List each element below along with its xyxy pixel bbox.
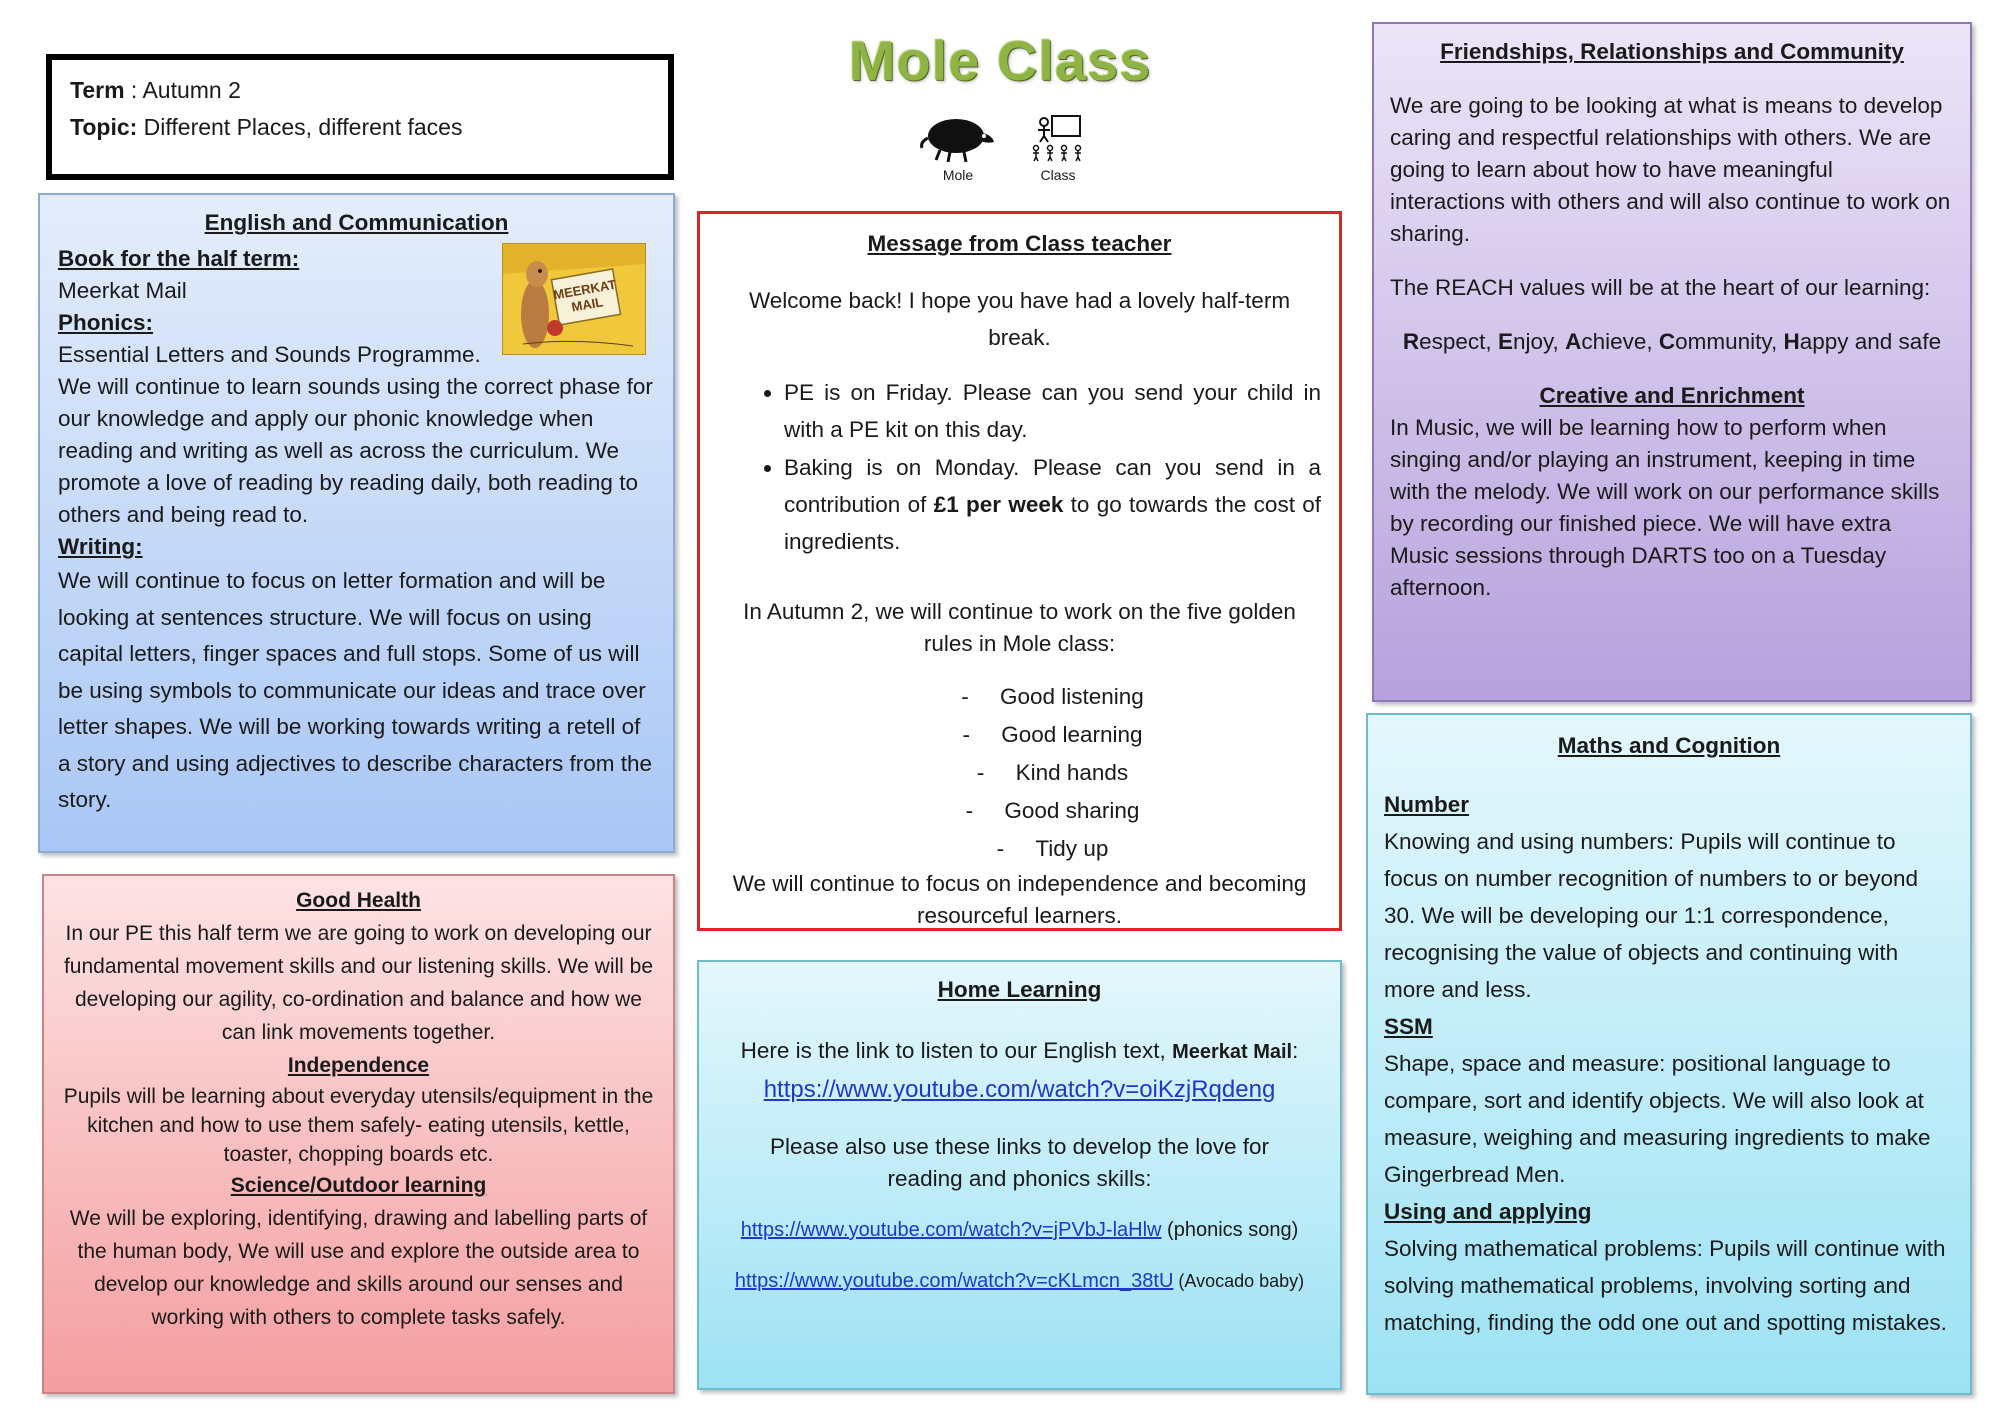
creative-body: In Music, we will be learning how to perform when singing and/or playing an instrument, keeping in time with the melody. We will work on our performance skills by recording our finished piece. We will have extra Music sessions through DARTS too on a Tuesday afternoon. [1390, 415, 1940, 600]
page-title: Mole Class [848, 29, 1152, 92]
baking-text: Baking is on Monday. Please can you send in a contribution of [784, 455, 1321, 517]
avocado-baby-line: https://www.youtube.com/watch?v=cKLmcn_38tU (Avocado baby) [734, 1270, 1305, 1292]
rule-item: - Kind hands [976, 760, 1129, 785]
book-heading: Book for the half term: [58, 246, 300, 271]
book-name: Meerkat Mail [1172, 1041, 1293, 1063]
topic-line [70, 109, 650, 146]
book-cover-text: MEERKAT MAIL [552, 276, 618, 315]
book-title: Meerkat Mail [58, 278, 187, 303]
number-body: Knowing and using numbers: Pupils will continue to focus on number recognition of numbers to or beyond 30. We will be developing our 1:1 correspondence, recognising the value of objects and continuing with more and less. [1384, 829, 1919, 1002]
phonics-body: We will continue to learn sounds using the correct phase for our knowledge and apply our phonic knowledge when reading and writing as well as across the curriculum. We promote a love of reading by reading daily, both reading to others and being read to. [58, 374, 653, 527]
applying-heading: Using and applying [1384, 1199, 1592, 1224]
meerkat-mail-link[interactable]: https://www.youtube.com/watch?v=oiKzjRqdeng [763, 1076, 1276, 1103]
maths-heading: Maths and Cognition [1557, 733, 1781, 758]
home-intro: Here is the link to listen to our English text, Meerkat Mail: https://www.youtube.com/watch?v=oiKzjRqdeng [740, 1038, 1299, 1103]
message-heading: Message from Class teacher [867, 231, 1172, 256]
phonics-heading: Phonics: [58, 310, 154, 335]
class-label: Class [1040, 167, 1076, 183]
book-cover-image [502, 243, 646, 355]
rules-intro: In Autumn 2, we will continue to work on the five golden rules in Mole class: [743, 599, 1296, 656]
maths-panel [1366, 713, 1972, 1395]
health-body: In our PE this half term we are going to work on developing our fundamental movement skills and our listening skills. We will be developing our agility, co-ordination and balance and how we can link movements together. [63, 922, 654, 1044]
reach-intro: The REACH values will be at the heart of our learning: [1390, 275, 1931, 300]
friendships-heading: Friendships, Relationships and Community [1440, 39, 1904, 64]
baking-text-end: to go towards the cost of ingredients. [784, 492, 1322, 554]
science-heading: Science/Outdoor learning [230, 1174, 487, 1197]
notice-pe: • PE is on Friday. Please can you send your child in with a PE kit on this day. [784, 374, 1321, 448]
reach-values: Respect, Enjoy, Achieve, Community, Happy and safe [1402, 329, 1942, 354]
independence-heading: Independence [287, 1054, 430, 1077]
mole-label: Mole [942, 167, 974, 183]
term-line [70, 72, 650, 109]
baking-amount: £1 per week [933, 492, 1064, 517]
rule-item: - Good sharing [965, 798, 1140, 823]
ssm-body: Shape, space and measure: positional language to compare, sort and identify objects. We will also look at measure, weighing and measuring ingredients to make Gingerbread Men. [1384, 1051, 1931, 1187]
notice-list [718, 374, 1321, 560]
avocado-baby-link[interactable]: https://www.youtube.com/watch?v=cKLmcn_38tU [734, 1270, 1174, 1292]
independence-body: Pupils will be learning about everyday utensils/equipment in the kitchen and how to use them safely- eating utensils, kettle, toaster, chopping boards etc. [63, 1085, 654, 1166]
applying-body: Solving mathematical problems: Pupils will continue with solving mathematical problems, involving sorting and matching, finding the odd one out and spotting mistakes. [1384, 1236, 1947, 1335]
friendships-body: We are going to be looking at what is means to develop caring and respectful relationships with others. We are going to learn about how to have meaningful interactions with others and will also continue to work on sharing. [1390, 93, 1951, 246]
writing-body: We will continue to focus on letter formation and will be looking at sentences structure. We will focus on using capital letters, finger spaces and full stops. Some of us will be using symbols to communicate our ideas and trace over letter shapes. We will be working towards writing a retell of a story and using adjectives to describe characters from the story. [58, 568, 653, 812]
phonics-programme: Essential Letters and Sounds Programme. [58, 342, 481, 367]
english-heading: English and Communication [204, 210, 509, 235]
phonics-song-link[interactable]: https://www.youtube.com/watch?v=jPVbJ-laHlw [740, 1219, 1162, 1241]
creative-heading: Creative and Enrichment [1539, 383, 1805, 408]
health-heading: Good Health [296, 889, 421, 912]
home-heading: Home Learning [937, 977, 1102, 1002]
class-symbol [1030, 112, 1086, 188]
number-heading: Number [1384, 792, 1470, 817]
mole-icon [918, 108, 998, 164]
ssm-heading: SSM [1384, 1014, 1433, 1039]
closing-text: We will continue to focus on independence and becoming resourceful learners. [732, 871, 1307, 928]
good-health-panel [42, 874, 675, 1394]
rule-item: - Good listening [961, 684, 1144, 709]
welcome-text: Welcome back! I hope you have had a lovely half-term break. [748, 288, 1291, 350]
writing-heading: Writing: [58, 534, 143, 559]
notice-baking [784, 449, 1321, 560]
class-icon [1030, 112, 1086, 164]
term-label: Term [70, 77, 125, 103]
rule-item: - Good learning [962, 722, 1143, 747]
topic-label: Topic: [70, 114, 138, 140]
rule-item: - Tidy up [996, 836, 1109, 861]
topic-value: Different Places, different faces [137, 114, 463, 140]
term-topic-box [46, 54, 674, 180]
golden-rules-list [718, 678, 1321, 867]
english-panel [38, 193, 675, 853]
science-body: We will be exploring, identifying, drawing and labelling parts of the human body, We will use and explore the outside area to develop our knowledge and skills around our senses and working with others to complete tasks safely. [69, 1207, 648, 1329]
friendships-panel [1372, 22, 1972, 702]
phonics-song-line: https://www.youtube.com/watch?v=jPVbJ-laHlw (phonics song) [740, 1219, 1299, 1241]
teacher-message-panel [697, 211, 1342, 931]
home-also: Please also use these links to develop the love for reading and phonics skills: [769, 1134, 1270, 1191]
home-learning-panel [697, 960, 1342, 1390]
term-value: : Autumn 2 [124, 77, 241, 103]
mole-symbol [918, 108, 998, 188]
